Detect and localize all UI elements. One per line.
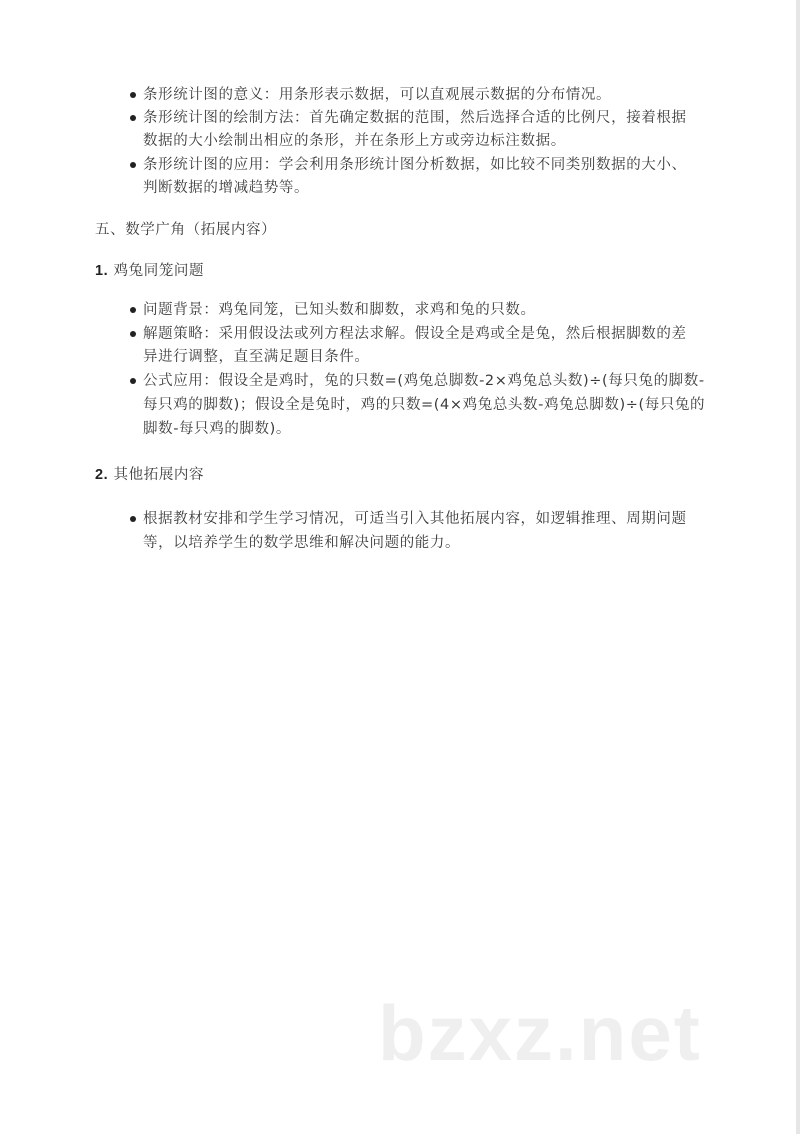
bullet-dot [130,331,136,337]
bullet-dot [130,516,136,522]
bullet-dot [130,162,136,168]
bullet-text: 条形统计图的绘制方法：首先确定数据的范围，然后选择合适的比例尺，接着根据 [143,110,687,126]
bullet-text: 每只鸡的脚数)；假设全是兔时，鸡的只数=(4×鸡兔总头数-鸡兔总脚数)÷(每只兔的 [143,397,706,413]
section-title: 五、数学广角（拓展内容） [95,222,277,238]
subsection-number: 1. [95,263,109,279]
subsection-title [95,465,204,485]
bullet-text: 条形统计图的应用：学会利用条形统计图分析数据，如比较不同类别数据的大小、 [143,157,687,173]
watermark: bzxz.net [378,989,702,1077]
bullet-text: 解题策略：采用假设法或列方程法求解。假设全是鸡或全是兔，然后根据脚数的差 [143,326,687,342]
bullet-text: 问题背景：鸡兔同笼，已知头数和脚数，求鸡和兔的只数。 [143,302,536,318]
bullet-text: 等，以培养学生的数学思维和解决问题的能力。 [143,535,461,551]
subsection-title [95,261,204,281]
bullet-text: 条形统计图的意义：用条形表示数据，可以直观展示数据的分布情况。 [143,87,612,103]
bullet-dot [130,307,136,313]
subsection-label: 鸡兔同笼问题 [113,263,205,279]
bullet-text: 判断数据的增减趋势等。 [143,180,310,196]
bullet-text: 数据的大小绘制出相应的条形，并在条形上方或旁边标注数据。 [143,133,566,149]
subsection-label: 其他拓展内容 [113,467,205,483]
subsection-number: 2. [95,467,109,483]
bullet-text: 异进行调整，直至满足题目条件。 [143,349,370,365]
page-edge [796,0,800,1134]
bullet-dot [130,115,136,121]
bullet-dot [130,92,136,98]
bullet-text: 公式应用：假设全是鸡时，兔的只数=(鸡兔总脚数-2×鸡兔总头数)÷(每只兔的脚数- [143,373,705,389]
bullet-text: 根据教材安排和学生学习情况，可适当引入其他拓展内容，如逻辑推理、周期问题 [143,511,687,527]
bullet-dot [130,378,136,384]
bullet-text: 脚数-每只鸡的脚数)。 [143,421,291,437]
